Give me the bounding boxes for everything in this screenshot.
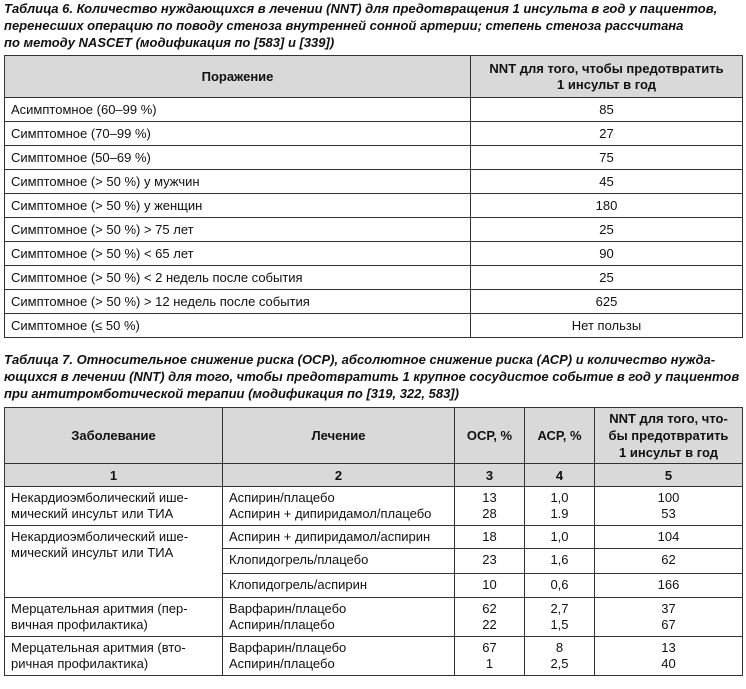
- lesion-cell: Симптомное (≤ 50 %): [5, 314, 471, 338]
- lesion-cell: Симптомное (> 50 %) < 2 недель после события: [5, 266, 471, 290]
- nnt-cell: 13 40: [595, 637, 743, 676]
- asr-cell: 2,7 1,5: [525, 598, 595, 637]
- lesion-cell: Симптомное (> 50 %) < 65 лет: [5, 242, 471, 266]
- nnt-cell: 37 67: [595, 598, 743, 637]
- caption-line: при антитромботической терапии (модификация по [319, 322, 583]): [4, 386, 459, 401]
- table-row: [5, 194, 743, 218]
- lesion-cell: Симптомное (> 50 %) > 75 лет: [5, 218, 471, 242]
- table6-header-lesion: Поражение: [5, 56, 471, 98]
- nnt-cell: 75: [471, 146, 743, 170]
- column-number: 5: [595, 464, 743, 487]
- osr-cell: 10: [455, 574, 525, 598]
- table6-caption: [4, 0, 742, 51]
- nnt-cell: 180: [471, 194, 743, 218]
- treatment-cell: Клопидогрель/аспирин: [223, 574, 455, 598]
- nnt-cell: 27: [471, 122, 743, 146]
- disease-cell: Некардиоэмболический ише- мический инсульт или ТИА: [5, 526, 223, 598]
- lesion-cell: Асимптомное (60–99 %): [5, 98, 471, 122]
- table-row: [5, 314, 743, 338]
- table7-header-nnt: NNT для того, что- бы предотвратить 1 инсульт в год: [595, 408, 743, 464]
- caption-line: ющихся в лечении (NNT) для того, чтобы предотвратить 1 крупное сосудистое событие в год у пациентов: [4, 369, 740, 384]
- asr-cell: 1,0 1.9: [525, 487, 595, 526]
- nnt-cell: 625: [471, 290, 743, 314]
- osr-cell: 18: [455, 526, 525, 549]
- table7: [4, 407, 743, 676]
- nnt-cell: 62: [595, 549, 743, 574]
- osr-cell: 62 22: [455, 598, 525, 637]
- asr-cell: 1,6: [525, 549, 595, 574]
- caption-line: перенесших операцию по поводу стеноза внутренней сонной артерии; степень стеноза рассчитана: [4, 18, 684, 33]
- table-row: [5, 242, 743, 266]
- column-number: 2: [223, 464, 455, 487]
- table6: [4, 55, 743, 338]
- table7-header-treatment: Лечение: [223, 408, 455, 464]
- lesion-cell: Симптомное (> 50 %) > 12 недель после события: [5, 290, 471, 314]
- table7-header-disease: Заболевание: [5, 408, 223, 464]
- table-row: [5, 637, 743, 676]
- disease-cell: Мерцательная аритмия (вто- ричная профилактика): [5, 637, 223, 676]
- table7-caption: [4, 351, 742, 402]
- asr-cell: 0,6: [525, 574, 595, 598]
- lesion-cell: Симптомное (> 50 %) у мужчин: [5, 170, 471, 194]
- table-row: [5, 290, 743, 314]
- caption-line: по методу NASCET (модификация по [583] и [339]): [4, 35, 335, 50]
- nnt-cell: 45: [471, 170, 743, 194]
- treatment-cell: Аспирин/плацебо Аспирин + дипиридамол/плацебо: [223, 487, 455, 526]
- nnt-cell: Нет пользы: [471, 314, 743, 338]
- treatment-cell: Клопидогрель/плацебо: [223, 549, 455, 574]
- asr-cell: 1,0: [525, 526, 595, 549]
- table-row: [5, 487, 743, 526]
- nnt-cell: 25: [471, 266, 743, 290]
- treatment-cell: Варфарин/плацебо Аспирин/плацебо: [223, 598, 455, 637]
- table-row: [5, 122, 743, 146]
- nnt-cell: 104: [595, 526, 743, 549]
- treatment-cell: Аспирин + дипиридамол/аспирин: [223, 526, 455, 549]
- table-row: [5, 598, 743, 637]
- lesion-cell: Симптомное (70–99 %): [5, 122, 471, 146]
- osr-cell: 67 1: [455, 637, 525, 676]
- osr-cell: 13 28: [455, 487, 525, 526]
- nnt-cell: 90: [471, 242, 743, 266]
- disease-cell: Мерцательная аритмия (пер- вичная профилактика): [5, 598, 223, 637]
- table-row: [5, 98, 743, 122]
- nnt-cell: 166: [595, 574, 743, 598]
- disease-cell: Некардиоэмболический ише- мический инсульт или ТИА: [5, 487, 223, 526]
- osr-cell: 23: [455, 549, 525, 574]
- table-row: [5, 170, 743, 194]
- table-row: [5, 218, 743, 242]
- treatment-cell: Варфарин/плацебо Аспирин/плацебо: [223, 637, 455, 676]
- table7-header-asr: АСР, %: [525, 408, 595, 464]
- lesion-cell: Симптомное (50–69 %): [5, 146, 471, 170]
- caption-line: Таблица 6. Количество нуждающихся в лечении (NNT) для предотвращения 1 инсульта в год у пациентов,: [4, 1, 718, 16]
- column-number: 3: [455, 464, 525, 487]
- table-row: [5, 266, 743, 290]
- table7-header-osr: ОСР, %: [455, 408, 525, 464]
- nnt-cell: 85: [471, 98, 743, 122]
- lesion-cell: Симптомное (> 50 %) у женщин: [5, 194, 471, 218]
- nnt-cell: 100 53: [595, 487, 743, 526]
- table6-header-nnt: NNT для того, чтобы предотвратить 1 инсульт в год: [471, 56, 743, 98]
- table-row: [5, 526, 743, 549]
- column-number: 1: [5, 464, 223, 487]
- table-row: [5, 146, 743, 170]
- asr-cell: 8 2,5: [525, 637, 595, 676]
- caption-line: Таблица 7. Относительное снижение риска (ОСР), абсолютное снижение риска (АСР) и количество нужда-: [4, 352, 716, 367]
- nnt-cell: 25: [471, 218, 743, 242]
- column-number: 4: [525, 464, 595, 487]
